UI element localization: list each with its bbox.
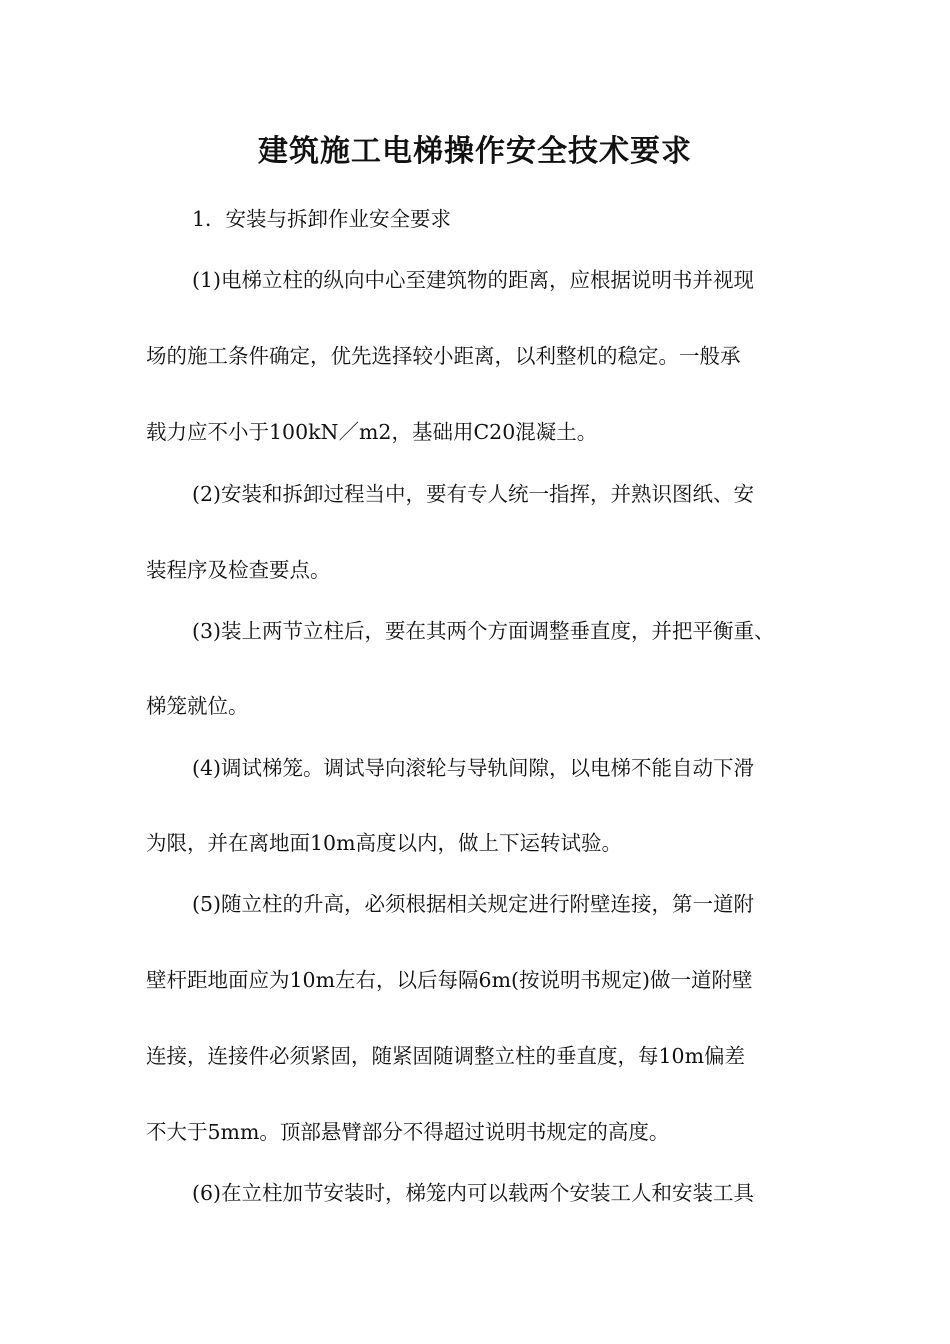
paragraph-line: 载力应不小于100kN／m2，基础用C20混凝土。 xyxy=(146,420,598,444)
paragraph-line: 梯笼就位。 xyxy=(146,694,249,718)
paragraph-line: (3)装上两节立柱后，要在其两个方面调整垂直度，并把平衡重、 xyxy=(192,619,775,643)
paragraph-line: 场的施工条件确定，优先选择较小距离，以利整机的稳定。一般承 xyxy=(146,344,741,368)
document-title: 建筑施工电梯操作安全技术要求 xyxy=(258,134,692,169)
paragraph-line: (1)电梯立柱的纵向中心至建筑物的距离，应根据说明书并视现 xyxy=(192,268,755,292)
paragraph-line: 装程序及检查要点。 xyxy=(146,558,331,582)
section-heading: 1．安装与拆卸作业安全要求 xyxy=(192,207,452,231)
paragraph-line: 为限，并在离地面10m高度以内，做上下运转试验。 xyxy=(146,831,623,855)
paragraph-line: (5)随立柱的升高，必须根据相关规定进行附壁连接，第一道附 xyxy=(192,892,755,916)
paragraph-line: (2)安装和拆卸过程当中，要有专人统一指挥，并熟识图纸、安 xyxy=(192,482,755,506)
paragraph-line: 连接，连接件必须紧固，随紧固随调整立柱的垂直度，每10m偏差 xyxy=(146,1044,746,1068)
paragraph-line: (6)在立柱加节安装时，梯笼内可以载两个安装工人和安装工具 xyxy=(192,1181,755,1205)
paragraph-line: (4)调试梯笼。调试导向滚轮与导轨间隙，以电梯不能自动下滑 xyxy=(192,756,755,780)
paragraph-line: 不大于5mm。顶部悬臂部分不得超过说明书规定的高度。 xyxy=(146,1120,670,1144)
paragraph-line: 壁杆距地面应为10m左右，以后每隔6m(按说明书规定)做一道附壁 xyxy=(146,968,753,992)
